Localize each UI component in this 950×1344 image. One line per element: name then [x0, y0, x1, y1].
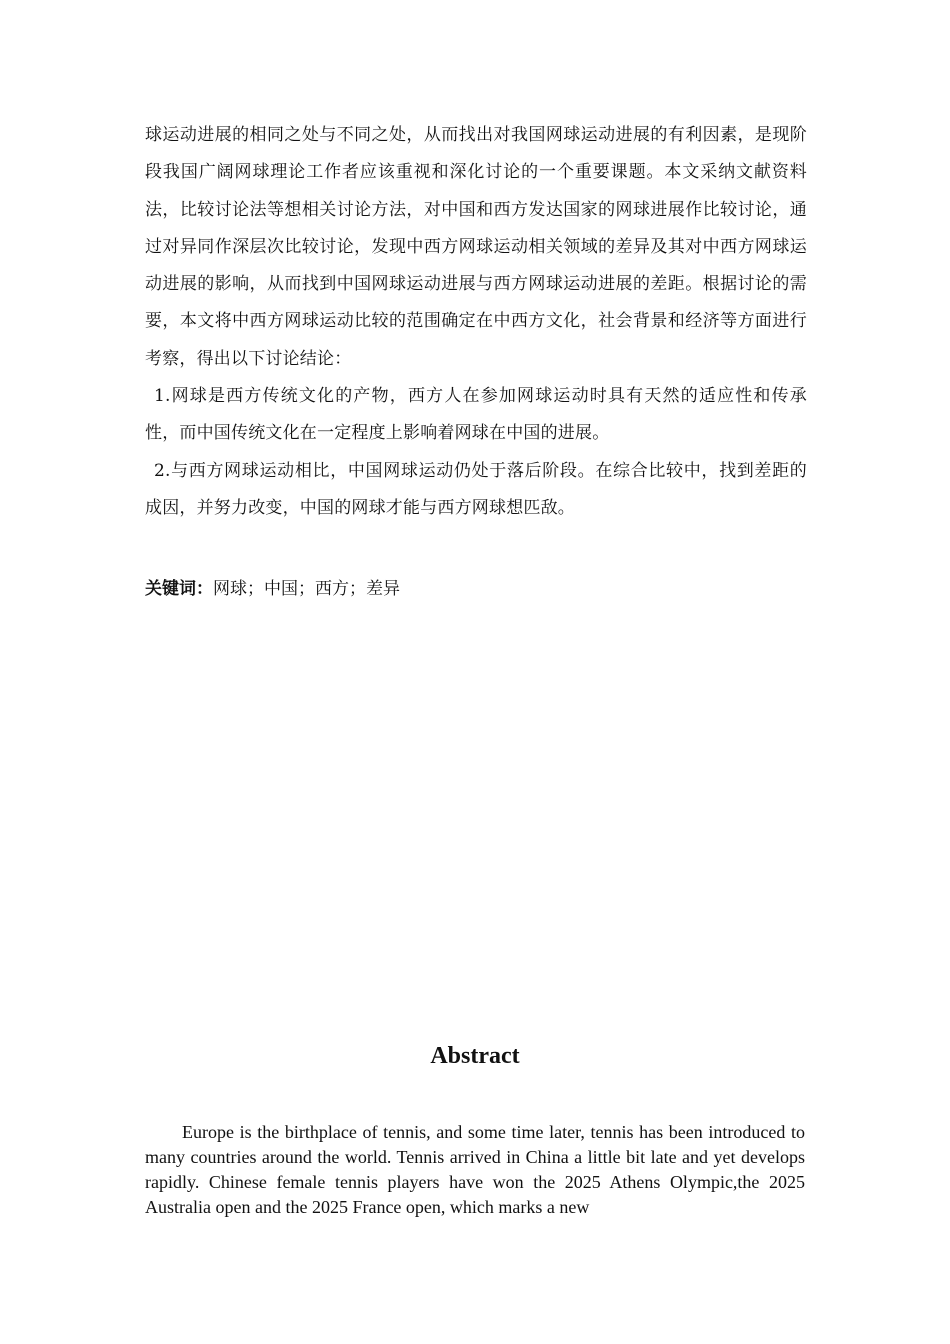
keywords-value: 网球；中国；西方；差异 [213, 579, 400, 599]
chinese-paragraph: 球运动进展的相同之处与不同之处，从而找出对我国网球运动进展的有利因素，是现阶段我国广阔网球理论工作者应该重视和深化讨论的一个重要课题。本文采纳文献资料法，比较讨论法等想相关讨论方法，对中国和西方发达国家的网球进展作比较讨论，通过对异同作深层次比较讨论，发现中西方网球运动相关领域的差异及其对中西方网球运动进展的影响，从而找到中国网球运动进展与西方网球运动进展的差距。根据讨论的需要，本文将中西方网球运动比较的范围确定在中西方文化，社会背景和经济等方面进行考察，得出以下讨论结论： [145, 125, 807, 369]
abstract-title: Abstract [430, 1043, 520, 1069]
abstract-paragraph: Europe is the birthplace of tennis, and some time later, tennis has been introduced to many countries around the world. Tennis arrived in China a little bit late and yet develops rapidly. Chinese female tennis players have won the 2025 Athens Olympic,the 2025 Australia open and the 2025 France open, which marks a new [145, 1122, 805, 1217]
keywords-line [145, 572, 807, 606]
conclusion-item-2: 2.与西方网球运动相比，中国网球运动仍处于落后阶段。在综合比较中，找到差距的成因，并努力改变，中国的网球才能与西方网球想匹敌。 [145, 460, 807, 518]
conclusion-item-1: 1.网球是西方传统文化的产物，西方人在参加网球运动时具有天然的适应性和传承性，而中国传统文化在一定程度上影响着网球在中国的进展。 [145, 386, 807, 444]
keywords-label: 关键词： [145, 579, 213, 599]
chinese-body [145, 117, 807, 527]
